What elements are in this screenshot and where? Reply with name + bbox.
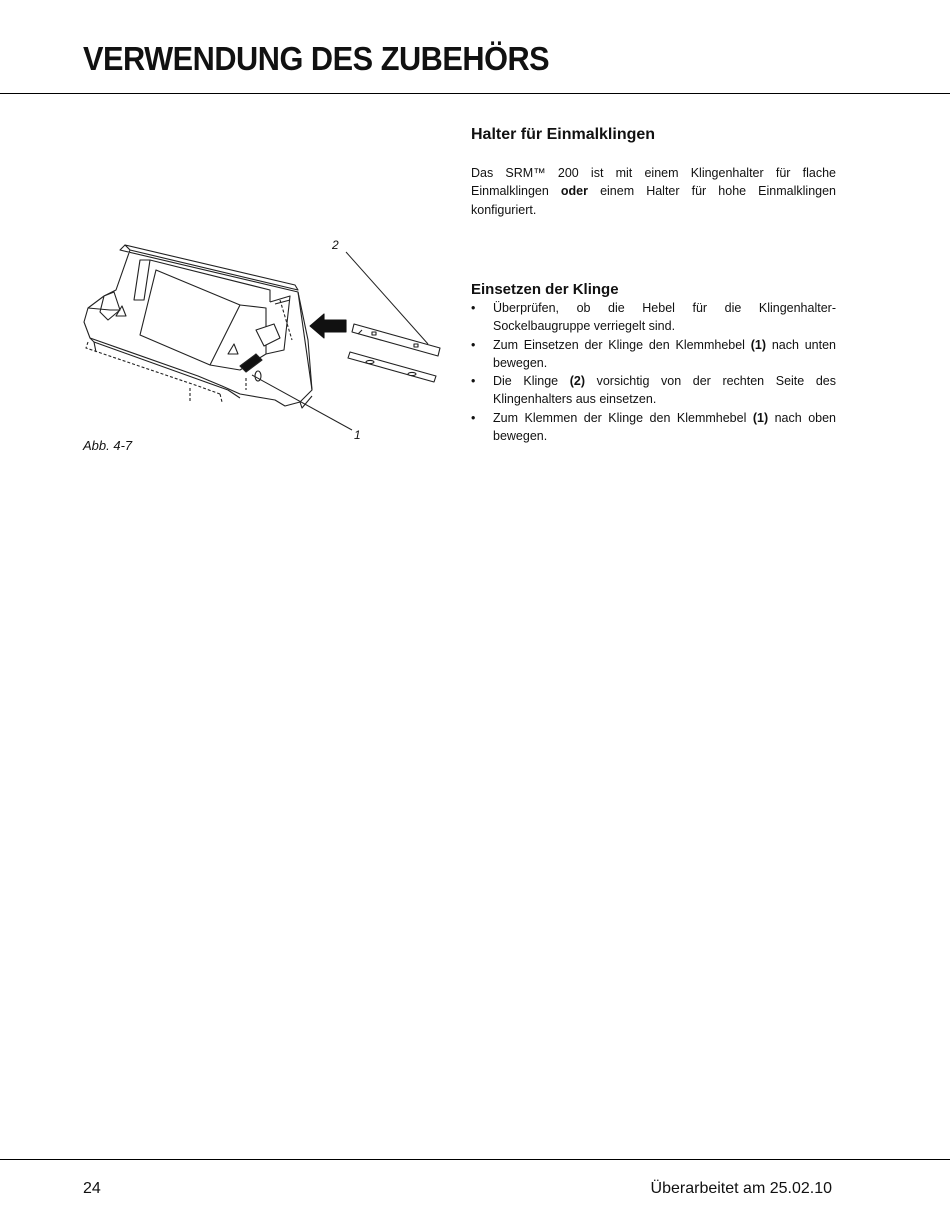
list-item-ref: (1) <box>750 337 767 352</box>
bullet-icon: • <box>471 410 476 425</box>
list-item-text: nach oben bewegen. <box>493 410 837 444</box>
bullet-icon: • <box>471 374 476 389</box>
list-item-text: Zum Einsetzen der Klinge den Klemmhebel <box>493 337 751 352</box>
list-item <box>471 372 836 409</box>
intro-text-bold: oder <box>560 184 588 199</box>
section-intro-paragraph <box>471 164 836 219</box>
list-item-text: vorsichtig von der rechten Seite des Klingenhalters aus einsetzen. <box>493 374 836 407</box>
list-item-text: Überprüfen, ob die Hebel für die Klingenhalter-Sockelbaugruppe verriegelt sind. <box>493 301 836 334</box>
header-rule <box>0 93 950 94</box>
footer-rule <box>0 1159 950 1160</box>
list-item-text: nach unten bewegen. <box>493 337 836 370</box>
section-title-blade-holder: Halter für Einmalklingen <box>471 126 656 143</box>
page-number: 24 <box>83 1180 101 1197</box>
revision-date: Überarbeitet am 25.02.10 <box>650 1180 832 1197</box>
list-item-text: Zum Klemmen der Klinge den Klemmhebel <box>493 410 753 425</box>
figure-label-1: 1 <box>354 428 361 442</box>
section-title-insert-blade: Einsetzen der Klinge <box>471 281 619 298</box>
list-item-text: Die Klinge <box>493 374 570 389</box>
blade-holder-illustration <box>80 230 450 445</box>
list-item <box>471 299 836 336</box>
figure-label-2: 2 <box>332 238 339 252</box>
list-item-ref: (1) <box>752 410 769 425</box>
page-title: VERWENDUNG DES ZUBEHÖRS <box>83 40 550 77</box>
instruction-list <box>471 299 836 445</box>
bullet-icon: • <box>471 337 476 352</box>
figure-caption: Abb. 4-7 <box>83 438 133 453</box>
intro-text-b: einem Halter für hohe Einmalklingen konfiguriert. <box>471 184 837 217</box>
list-item-ref: (2) <box>569 374 585 389</box>
bullet-icon: • <box>471 301 476 315</box>
list-item <box>471 336 836 373</box>
intro-text-a: Das SRM™ 200 ist mit einem Klingenhalter für flache Einmalklingen <box>471 166 836 199</box>
list-item <box>471 409 836 446</box>
